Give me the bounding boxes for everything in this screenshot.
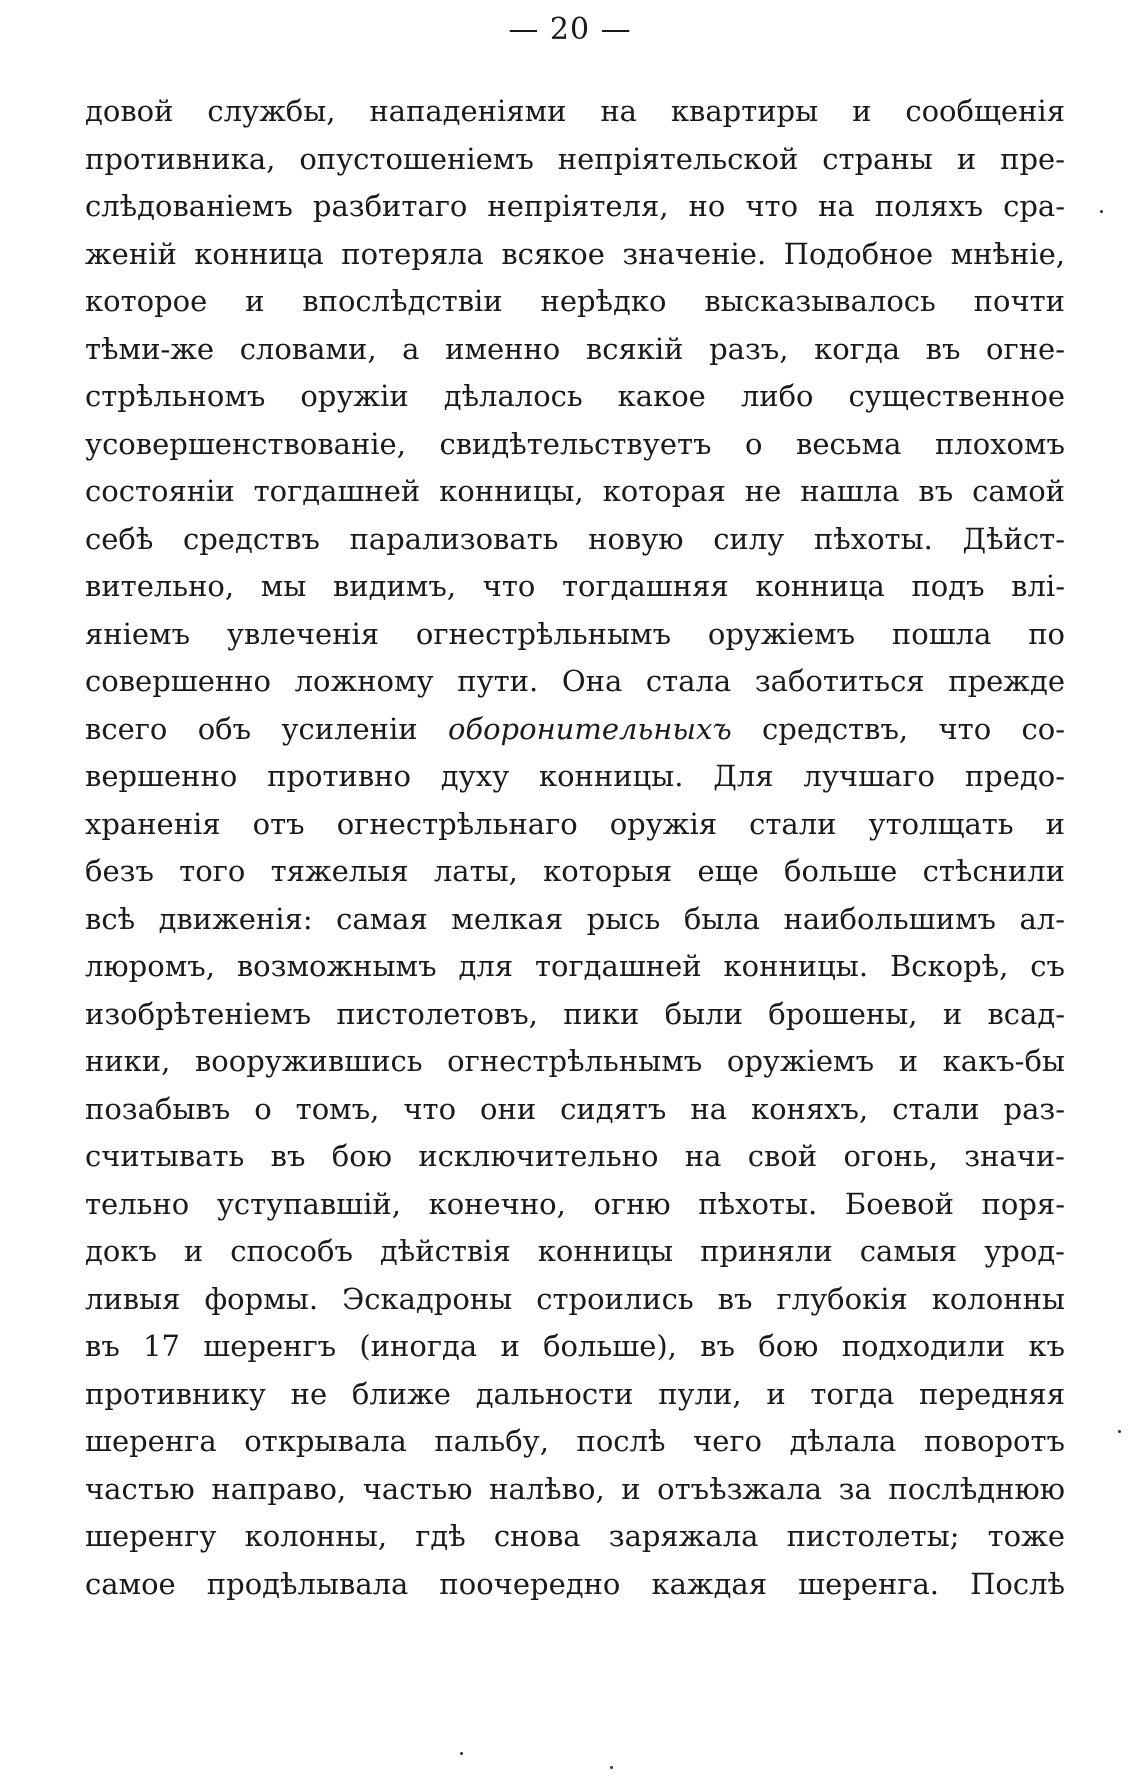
print-speck — [1100, 210, 1103, 213]
text-line: тѣми-же словами, а именно всякій разъ, когда въ огне- — [85, 331, 1065, 366]
text-line: ливыя формы. Эскадроны строились въ глубокія колонны — [85, 1281, 1065, 1316]
text-line: самое продѣлывала поочередно каждая шеренга. Послѣ — [85, 1566, 1065, 1601]
text-line: всѣ движенія: самая мелкая рысь была наибольшимъ ал- — [85, 901, 1065, 936]
text-line: которое и впослѣдствіи нерѣдко высказывалось почти — [85, 284, 1065, 318]
text-line: храненія отъ огнестрѣльнаго оружія стали утолщать и — [85, 806, 1065, 841]
body-text — [85, 88, 1065, 1608]
text-line: позабывъ о томъ, что они сидятъ на коняхъ, стали раз- — [85, 1091, 1065, 1126]
text-line: изобрѣтеніемъ пистолетовъ, пики были брошены, и всад- — [85, 996, 1065, 1031]
text-line: въ 17 шеренгъ (иногда и больше), въ бою подходили къ — [85, 1329, 1065, 1363]
text-line: докъ и способъ дѣйствія конницы приняли самыя урод- — [85, 1234, 1065, 1268]
text-line: люромъ, возможнымъ для тогдашней конницы. Вскорѣ, съ — [85, 949, 1065, 983]
text-line: считывать въ бою исключительно на свой огонь, значи- — [85, 1139, 1065, 1173]
text-segment: всего объ усиленіи — [85, 711, 448, 746]
text-line: частью направо, частью налѣво, и отъѣзжала за послѣднюю — [85, 1471, 1065, 1506]
text-line: себѣ средствъ парализовать новую силу пѣхоты. Дѣйст- — [85, 521, 1065, 556]
text-line: женій конница потеряла всякое значеніе. Подобное мнѣніе, — [85, 236, 1065, 271]
text-line: совершенно ложному пути. Она стала заботиться прежде — [85, 664, 1065, 698]
text-line: усовершенствованіе, свидѣтельствуетъ о весьма плохомъ — [85, 426, 1065, 461]
text-line: состояніи тогдашней конницы, которая не нашла въ самой — [85, 474, 1065, 508]
text-segment: средствъ, что со- — [731, 711, 1065, 746]
text-line: тельно уступавшій, конечно, огню пѣхоты. Боевой поря- — [85, 1186, 1065, 1221]
page-number: — 20 — — [508, 12, 632, 47]
print-speck — [460, 1752, 463, 1755]
text-line: вительно, мы видимъ, что тогдашняя конница подъ влі- — [85, 569, 1065, 603]
text-line: безъ того тяжелыя латы, которыя еще больше стѣснили — [85, 854, 1065, 888]
text-line: вершенно противно духу конницы. Для лучшаго предо- — [85, 759, 1065, 793]
text-line-with-emphasis — [85, 706, 1065, 754]
text-line: противнику не ближе дальности пули, и тогда передняя — [85, 1376, 1065, 1411]
text-line: яніемъ увлеченія огнестрѣльнымъ оружіемъ пошла по — [85, 616, 1065, 651]
text-line: слѣдованіемъ разбитаго непріятеля, но что на поляхъ сра- — [85, 189, 1065, 223]
text-line: стрѣльномъ оружіи дѣлалось какое либо существенное — [85, 379, 1065, 413]
text-line: противника, опустошеніемъ непріятельской страны и пре- — [85, 141, 1065, 176]
emphasized-word: оборонительныхъ — [447, 711, 732, 746]
print-speck — [610, 1766, 613, 1769]
print-speck — [1118, 1430, 1121, 1433]
text-line: довой службы, нападеніями на квартиры и сообщенія — [85, 94, 1065, 128]
text-line: шеренга открывала пальбу, послѣ чего дѣлала поворотъ — [85, 1424, 1065, 1458]
text-line: шеренгу колонны, гдѣ снова заряжала пистолеты; тоже — [85, 1519, 1065, 1553]
text-line: ники, вооружившись огнестрѣльнымъ оружіемъ и какъ-бы — [85, 1044, 1065, 1078]
